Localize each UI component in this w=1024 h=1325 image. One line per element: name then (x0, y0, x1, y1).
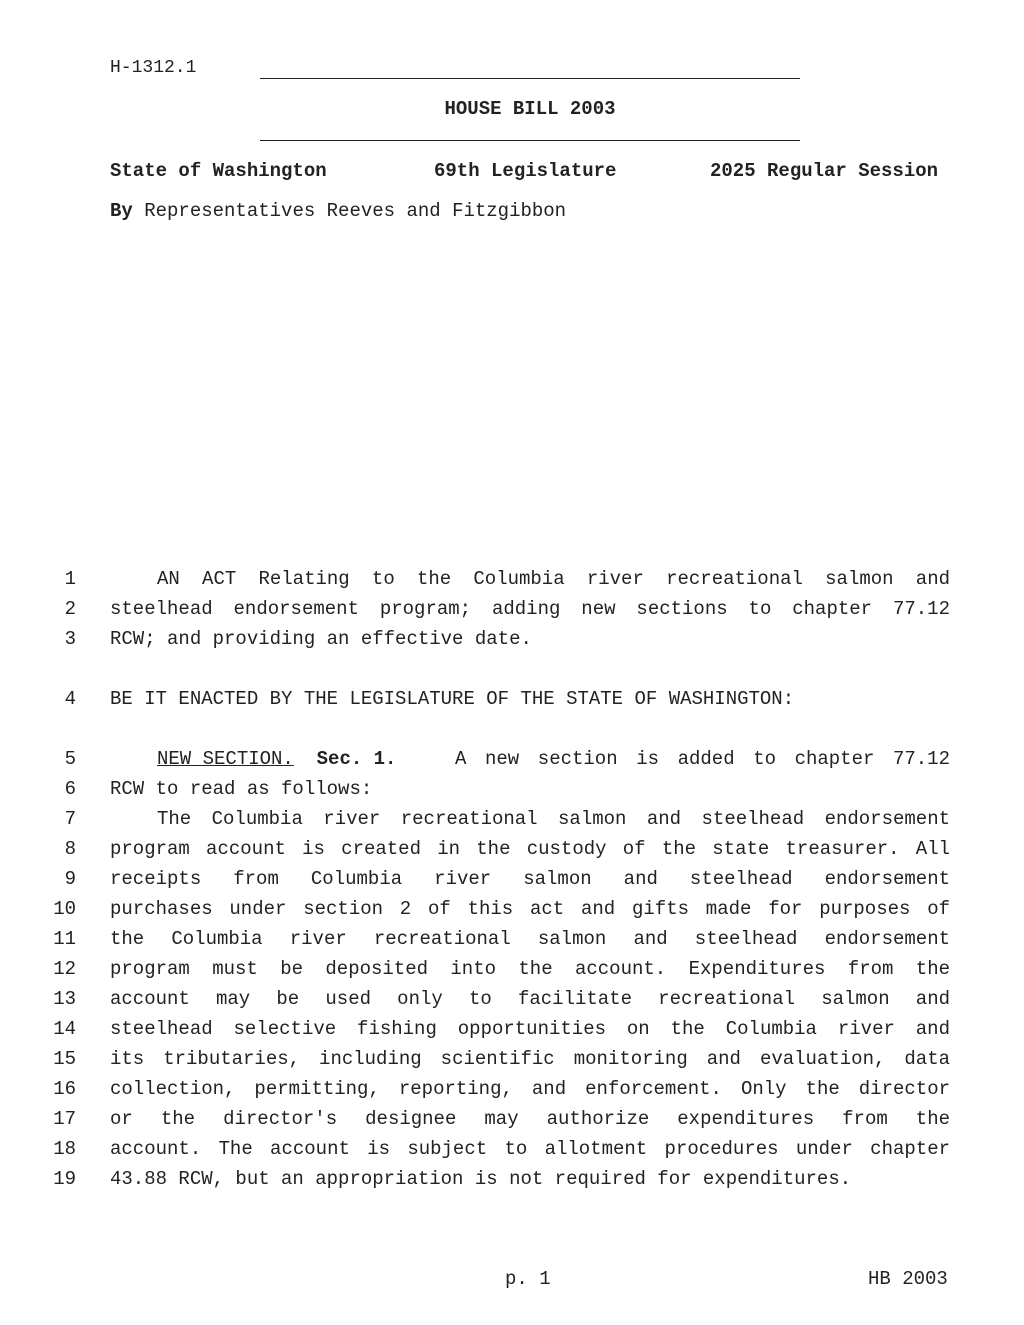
line-number: 2 (64, 598, 76, 620)
bill-line (0, 958, 1024, 988)
header-legislature: 69th Legislature (434, 160, 617, 182)
line-number: 3 (64, 628, 76, 650)
line-text: program account is created in the custody of the state treasurer. All (110, 838, 950, 860)
bill-line (0, 628, 1024, 658)
line-number: 17 (53, 1108, 76, 1130)
bill-line (0, 688, 1024, 718)
section-heading (157, 748, 950, 770)
line-number: 7 (64, 808, 76, 830)
new-section-label: NEW SECTION. (157, 748, 294, 770)
line-number: 8 (64, 838, 76, 860)
bill-line (0, 988, 1024, 1018)
bill-line (0, 1018, 1024, 1048)
line-number: 19 (53, 1168, 76, 1190)
bill-line (0, 598, 1024, 628)
bill-line (0, 868, 1024, 898)
title-rule-bottom (260, 140, 800, 141)
line-text: or the director's designee may authorize expenditures from the (110, 1108, 950, 1130)
line-number: 1 (64, 568, 76, 590)
bill-line (0, 898, 1024, 928)
line-number: 12 (53, 958, 76, 980)
by-label: By (110, 200, 133, 222)
line-text: RCW to read as follows: (110, 778, 373, 800)
line-text: A new section is added to chapter 77.12 (455, 748, 950, 770)
line-text: account. The account is subject to allotment procedures under chapter (110, 1138, 950, 1160)
bill-line (0, 1168, 1024, 1198)
line-text: its tributaries, including scientific monitoring and evaluation, data (110, 1048, 950, 1070)
document-id: H-1312.1 (110, 58, 197, 78)
bill-line (0, 1048, 1024, 1078)
line-text: RCW; and providing an effective date. (110, 628, 532, 650)
bill-line (0, 1138, 1024, 1168)
footer-page-number: p. 1 (505, 1268, 551, 1290)
line-text: AN ACT Relating to the Columbia river recreational salmon and (157, 568, 950, 590)
enacting-clause: BE IT ENACTED BY THE LEGISLATURE OF THE STATE OF WASHINGTON: (110, 688, 795, 710)
line-number: 14 (53, 1018, 76, 1040)
header-state: State of Washington (110, 160, 327, 182)
line-text: purchases under section 2 of this act and gifts made for purposes of (110, 898, 950, 920)
bill-line (0, 1078, 1024, 1108)
bill-line (0, 778, 1024, 808)
line-number: 13 (53, 988, 76, 1010)
line-text: steelhead selective fishing opportunities on the Columbia river and (110, 1018, 950, 1040)
line-text: program must be deposited into the account. Expenditures from the (110, 958, 950, 980)
line-number: 6 (64, 778, 76, 800)
line-number: 10 (53, 898, 76, 920)
line-number: 4 (64, 688, 76, 710)
line-number: 11 (53, 928, 76, 950)
line-text: The Columbia river recreational salmon and steelhead endorsement (157, 808, 950, 830)
bill-title: HOUSE BILL 2003 (444, 98, 616, 120)
footer-bill-id: HB 2003 (868, 1268, 948, 1290)
line-number: 5 (64, 748, 76, 770)
bill-line (0, 748, 1024, 778)
bill-line (0, 928, 1024, 958)
bill-line (0, 568, 1024, 598)
bill-line (0, 838, 1024, 868)
line-text: 43.88 RCW, but an appropriation is not required for expenditures. (110, 1168, 852, 1190)
line-number: 15 (53, 1048, 76, 1070)
bill-line (0, 808, 1024, 838)
header-session: 2025 Regular Session (710, 160, 939, 182)
line-text: steelhead endorsement program; adding new sections to chapter 77.12 (110, 598, 950, 620)
line-text: receipts from Columbia river salmon and steelhead endorsement (110, 868, 950, 890)
section-number: Sec. 1. (316, 748, 397, 770)
line-number: 9 (64, 868, 76, 890)
line-text: collection, permitting, reporting, and enforcement. Only the director (110, 1078, 950, 1100)
title-rule-top (260, 78, 800, 79)
sponsors-line (110, 200, 566, 222)
line-number: 16 (53, 1078, 76, 1100)
line-text: account may be used only to facilitate recreational salmon and (110, 988, 950, 1010)
bill-line (0, 1108, 1024, 1138)
line-text: the Columbia river recreational salmon and steelhead endorsement (110, 928, 950, 950)
sponsor-names: Representatives Reeves and Fitzgibbon (144, 200, 567, 222)
line-number: 18 (53, 1138, 76, 1160)
